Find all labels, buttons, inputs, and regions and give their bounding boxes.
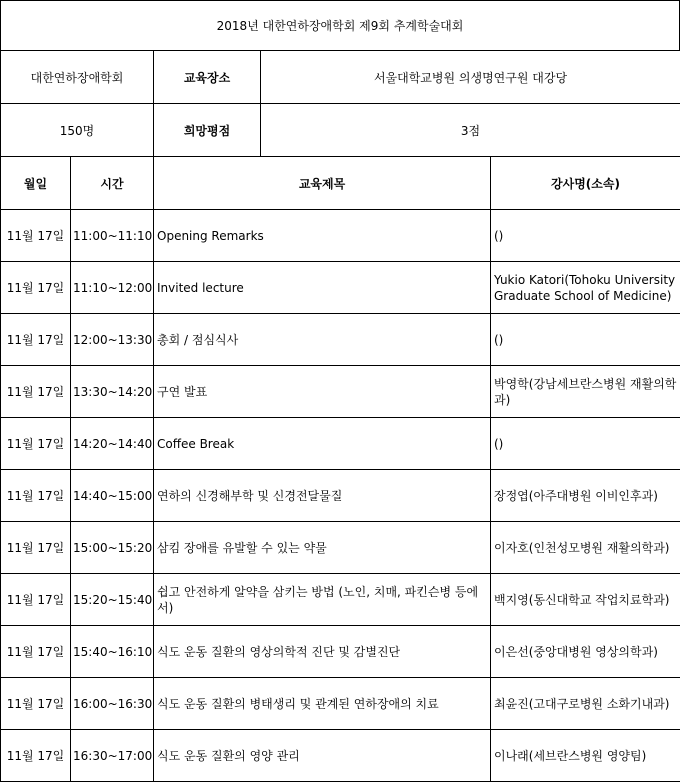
session-time: 12:00~13:30 — [71, 314, 154, 366]
session-title: 식도 운동 질환의 영상의학적 진단 및 감별진단 — [154, 626, 491, 678]
schedule-row — [1, 418, 680, 470]
header-title: 교육제목 — [154, 157, 491, 210]
venue-value: 서울대학교병원 의생명연구원 대강당 — [261, 51, 680, 104]
session-title: Invited lecture — [154, 262, 491, 314]
session-title: 연하의 신경해부학 및 신경전달물질 — [154, 470, 491, 522]
session-title: 식도 운동 질환의 영양 관리 — [154, 730, 491, 782]
session-time: 16:00~16:30 — [71, 678, 154, 730]
venue-row — [1, 51, 680, 104]
session-time: 14:20~14:40 — [71, 418, 154, 470]
event-title: 2018년 대한연하장애학회 제9회 추계학술대회 — [1, 1, 680, 51]
session-date: 11월 17일 — [1, 366, 71, 418]
session-time: 15:40~16:10 — [71, 626, 154, 678]
session-title: 쉽고 안전하게 알약을 삼키는 방법 (노인, 치매, 파킨슨병 등에서) — [154, 574, 491, 626]
session-time: 15:00~15:20 — [71, 522, 154, 574]
session-time: 14:40~15:00 — [71, 470, 154, 522]
session-date: 11월 17일 — [1, 730, 71, 782]
session-title: 식도 운동 질환의 병태생리 및 관계된 연하장애의 치료 — [154, 678, 491, 730]
session-speaker: 박영학(강남세브란스병원 재활의학과) — [491, 366, 680, 418]
session-speaker: 백지영(동신대학교 작업치료학과) — [491, 574, 680, 626]
schedule-row — [1, 314, 680, 366]
session-date: 11월 17일 — [1, 262, 71, 314]
session-title: 구연 발표 — [154, 366, 491, 418]
session-date: 11월 17일 — [1, 574, 71, 626]
venue-label: 교육장소 — [154, 51, 261, 104]
session-time: 16:30~17:00 — [71, 730, 154, 782]
session-title: 삼킴 장애를 유발할 수 있는 약물 — [154, 522, 491, 574]
session-date: 11월 17일 — [1, 522, 71, 574]
schedule-row — [1, 210, 680, 262]
header-time: 시간 — [71, 157, 154, 210]
schedule-row — [1, 470, 680, 522]
title-table — [0, 0, 680, 51]
organizer-cell: 대한연하장애학회 — [1, 51, 154, 104]
session-speaker: 이나래(세브란스병원 영양팀) — [491, 730, 680, 782]
session-date: 11월 17일 — [1, 470, 71, 522]
schedule-row — [1, 730, 680, 782]
session-date: 11월 17일 — [1, 678, 71, 730]
session-speaker: () — [491, 418, 680, 470]
session-title: Coffee Break — [154, 418, 491, 470]
session-speaker: 최윤진(고대구로병원 소화기내과) — [491, 678, 680, 730]
schedule-row — [1, 262, 680, 314]
session-time: 11:10~12:00 — [71, 262, 154, 314]
schedule-row — [1, 522, 680, 574]
session-time: 11:00~11:10 — [71, 210, 154, 262]
session-speaker: 이은선(중앙대병원 영상의학과) — [491, 626, 680, 678]
session-speaker: () — [491, 314, 680, 366]
session-speaker: 이자호(인천성모병원 재활의학과) — [491, 522, 680, 574]
session-speaker: 장정엽(아주대병원 이비인후과) — [491, 470, 680, 522]
schedule-row — [1, 678, 680, 730]
capacity-cell: 150명 — [1, 104, 154, 157]
session-speaker: () — [491, 210, 680, 262]
session-time: 15:20~15:40 — [71, 574, 154, 626]
session-date: 11월 17일 — [1, 210, 71, 262]
session-title: Opening Remarks — [154, 210, 491, 262]
session-date: 11월 17일 — [1, 314, 71, 366]
points-label: 희망평점 — [154, 104, 261, 157]
session-speaker: Yukio Katori(Tohoku University Graduate School of Medicine) — [491, 262, 680, 314]
header-speaker: 강사명(소속) — [491, 157, 680, 210]
schedule-row — [1, 626, 680, 678]
schedule-row — [1, 574, 680, 626]
session-date: 11월 17일 — [1, 626, 71, 678]
session-date: 11월 17일 — [1, 418, 71, 470]
header-date: 월일 — [1, 157, 71, 210]
info-table — [0, 50, 680, 157]
schedule-row — [1, 366, 680, 418]
points-value: 3점 — [261, 104, 680, 157]
points-row — [1, 104, 680, 157]
schedule-table — [0, 156, 680, 782]
session-title: 총회 / 점심식사 — [154, 314, 491, 366]
schedule-header-row — [1, 157, 680, 210]
session-time: 13:30~14:20 — [71, 366, 154, 418]
